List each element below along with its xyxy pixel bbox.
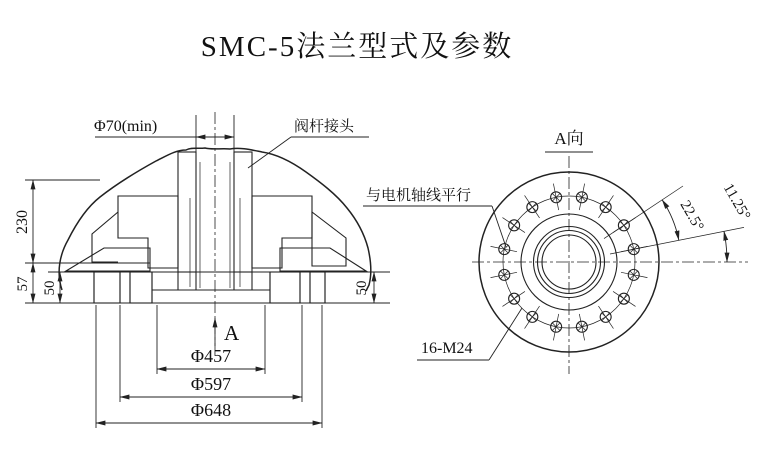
dim-dia-648-label: Φ648 xyxy=(190,400,232,420)
parallel-axis-callout xyxy=(363,186,506,247)
parallel-axis-label: 与电机轴线平行 xyxy=(366,188,472,204)
flange-plate xyxy=(25,263,390,303)
end-view xyxy=(363,129,753,374)
section-view xyxy=(14,112,390,428)
valve-stem-joint-label: 阀杆接头 xyxy=(294,119,355,135)
dim-bore xyxy=(94,115,234,168)
dim-height-label: 230 xyxy=(14,210,31,234)
dim-height-230 xyxy=(14,180,100,263)
bolt-spec-label: 16-M24 xyxy=(421,340,473,357)
angle-22-5-label: 22.5° xyxy=(676,198,707,234)
end-view-title: A向 xyxy=(554,129,584,148)
dim-dia-597-label: Φ597 xyxy=(190,374,232,394)
angle-11-25-label: 11.25° xyxy=(719,181,754,223)
dim-bore-label: Φ70(min) xyxy=(94,118,158,135)
view-direction-arrow xyxy=(215,318,240,346)
dim-step-57 xyxy=(15,263,33,303)
dim-dia-457-label: Φ457 xyxy=(190,346,232,366)
valve-stem-joint-callout xyxy=(248,118,369,168)
bolt-spec-callout xyxy=(417,308,522,360)
dim-thickness-left-label: 50 xyxy=(42,280,58,296)
dim-dia-648 xyxy=(96,305,322,428)
dim-step-label: 57 xyxy=(15,276,31,292)
dim-thickness-right-label: 50 xyxy=(354,280,370,296)
view-direction-letter: A xyxy=(224,321,240,345)
drawing-title: SMC-5法兰型式及参数 xyxy=(200,31,514,63)
dim-thickness-left-50 xyxy=(42,272,60,303)
hatched-sections xyxy=(66,152,366,303)
dim-dia-457 xyxy=(157,305,265,374)
